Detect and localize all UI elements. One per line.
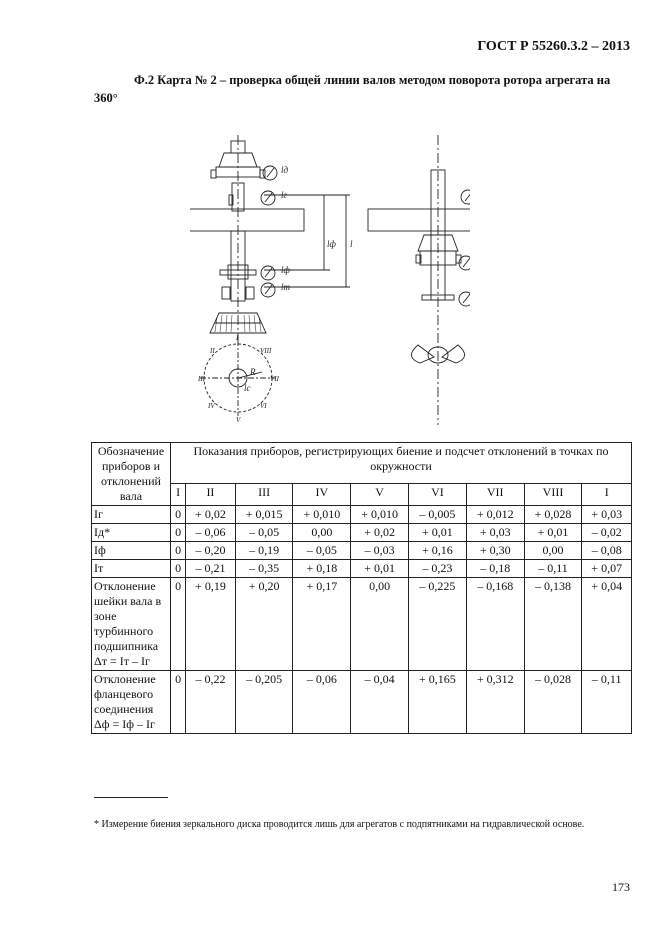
table-row (92, 671, 632, 734)
table-cell: + 0,03 (466, 524, 524, 542)
readings-table (91, 442, 632, 734)
point-header: VIII (524, 483, 582, 505)
table-cell: + 0,312 (466, 671, 524, 734)
label-ld: lд (281, 165, 289, 175)
table-cell: – 0,23 (409, 560, 467, 578)
table-cell: – 0,04 (351, 671, 409, 734)
row-label: Iф (92, 542, 171, 560)
table-cell: 0,00 (293, 524, 351, 542)
table-cell: + 0,07 (582, 560, 632, 578)
table-cell: + 0,19 (186, 578, 235, 671)
roman-IV: IV (208, 402, 215, 410)
point-header: III (235, 483, 293, 505)
table-cell: 0 (171, 524, 186, 542)
label-lt: lт (281, 282, 290, 292)
row-label: Iд* (92, 524, 171, 542)
table-row (92, 542, 632, 560)
table-cell: – 0,19 (235, 542, 293, 560)
table-cell: + 0,30 (466, 542, 524, 560)
point-header: I (582, 483, 632, 505)
table-cell: – 0,35 (235, 560, 293, 578)
table-cell: – 0,06 (293, 671, 351, 734)
table-cell: 0 (171, 560, 186, 578)
label-lc: lс (244, 383, 251, 393)
table-cell: – 0,05 (235, 524, 293, 542)
roman-III: III (198, 375, 205, 383)
table-cell: + 0,028 (524, 506, 582, 524)
table-cell: + 0,01 (409, 524, 467, 542)
table-cell: + 0,17 (293, 578, 351, 671)
table-cell: – 0,20 (186, 542, 235, 560)
table-cell: – 0,06 (186, 524, 235, 542)
table-cell: + 0,015 (235, 506, 293, 524)
table-row (92, 524, 632, 542)
footnote-divider (94, 797, 168, 798)
table-cell: 0 (171, 506, 186, 524)
table-body (92, 506, 632, 734)
label-lf: lф (281, 265, 290, 275)
label-lg: lг (281, 190, 288, 200)
row-label: Отклонение шейки вала в зоне турбинного подшипника Δт = Iт – Iг (92, 578, 171, 671)
shaft-line-diagram (190, 135, 470, 425)
table-cell: + 0,02 (351, 524, 409, 542)
table-cell: – 0,02 (582, 524, 632, 542)
table-points-row (92, 483, 632, 505)
point-header: VII (466, 483, 524, 505)
table-cell: + 0,012 (466, 506, 524, 524)
table-cell: + 0,010 (293, 506, 351, 524)
table-cell: 0 (171, 542, 186, 560)
row-label: Iг (92, 506, 171, 524)
table-row (92, 506, 632, 524)
table-cell: 0,00 (524, 542, 582, 560)
table-row (92, 560, 632, 578)
roman-V: V (236, 416, 241, 424)
table-cell: + 0,01 (351, 560, 409, 578)
table-cell: + 0,04 (582, 578, 632, 671)
table-row (92, 578, 632, 671)
section-title: Ф.2 Карта № 2 – проверка общей линии валов методом поворота ротора агрегата на 360° (94, 73, 611, 105)
roman-I: I (236, 334, 239, 342)
table-cell: + 0,18 (293, 560, 351, 578)
table-cell: – 0,138 (524, 578, 582, 671)
roman-VI: VI (260, 402, 267, 410)
table-cell: 0 (171, 671, 186, 734)
table-cell: – 0,11 (582, 671, 632, 734)
col-header-readings: Показания приборов, регистрирующих биение и подсчет отклонений в точках по окружности (171, 443, 632, 484)
table-cell: – 0,225 (409, 578, 467, 671)
table-cell: 0,00 (351, 578, 409, 671)
table-cell: + 0,01 (524, 524, 582, 542)
point-header: IV (293, 483, 351, 505)
table-cell: – 0,205 (235, 671, 293, 734)
document-header: ГОСТ Р 55260.3.2 – 2013 (477, 39, 630, 54)
table-cell: – 0,22 (186, 671, 235, 734)
table-cell: – 0,05 (293, 542, 351, 560)
label-R: R (250, 367, 256, 377)
roman-VII: VII (270, 375, 279, 383)
row-label: Iт (92, 560, 171, 578)
table-cell: + 0,03 (582, 506, 632, 524)
point-header: I (171, 483, 186, 505)
table-cell: + 0,010 (351, 506, 409, 524)
roman-VIII: VIII (260, 347, 272, 355)
table-cell: + 0,20 (235, 578, 293, 671)
label-dim-lm: l (350, 239, 353, 249)
table-cell: – 0,028 (524, 671, 582, 734)
point-header: V (351, 483, 409, 505)
table-cell: – 0,21 (186, 560, 235, 578)
table-cell: + 0,165 (409, 671, 467, 734)
point-header: VI (409, 483, 467, 505)
table-cell: – 0,005 (409, 506, 467, 524)
table-cell: – 0,08 (582, 542, 632, 560)
table-cell: – 0,11 (524, 560, 582, 578)
table-cell: – 0,03 (351, 542, 409, 560)
table-cell: – 0,168 (466, 578, 524, 671)
footnote: * Измерение биения зеркального диска проводится лишь для агрегатов с подпятниками на гидравлической основе. (94, 819, 585, 830)
label-dim-lf: lф (327, 239, 336, 249)
table-cell: – 0,18 (466, 560, 524, 578)
table-cell: + 0,02 (186, 506, 235, 524)
row-label: Отклонение фланцевого соединения Δф = Iф – Iг (92, 671, 171, 734)
table-header-row (92, 443, 632, 484)
page-number: 173 (612, 880, 630, 894)
col-header-designation: Обозначение приборов и отклонений вала (92, 443, 171, 506)
table-cell: 0 (171, 578, 186, 671)
table-cell: + 0,16 (409, 542, 467, 560)
point-header: II (186, 483, 235, 505)
roman-II: II (210, 347, 215, 355)
